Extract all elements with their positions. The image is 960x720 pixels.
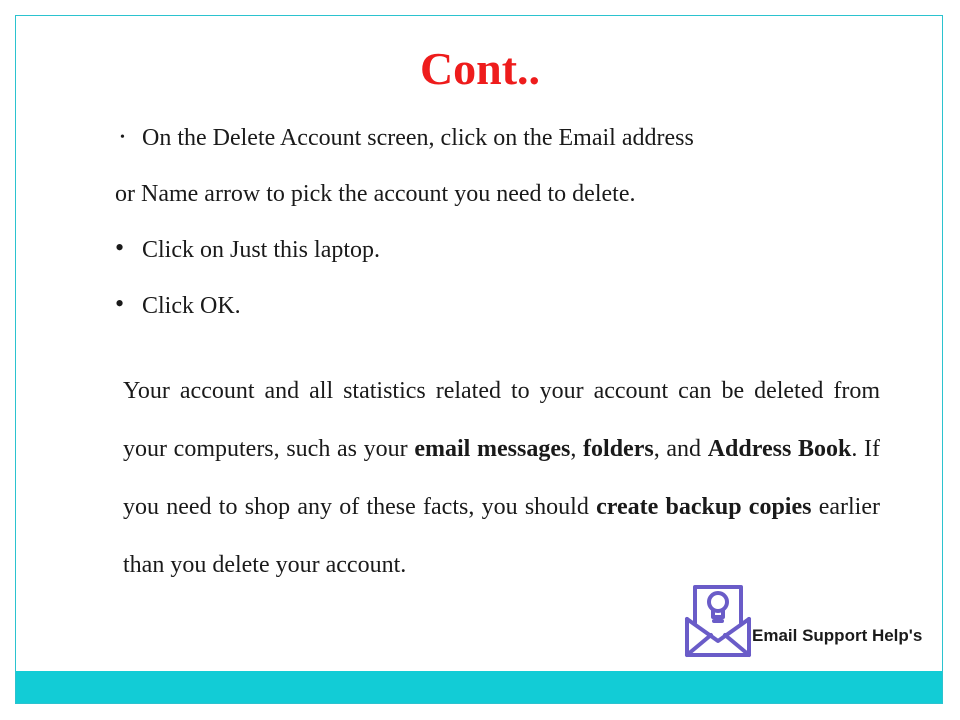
bullet-list bbox=[115, 110, 885, 334]
paragraph-text: , and bbox=[653, 436, 708, 462]
bullet-dot: • bbox=[115, 233, 125, 262]
bullet-text: Click on Just this laptop. bbox=[142, 237, 381, 263]
paragraph-bold-text: email messages bbox=[414, 436, 571, 462]
paragraph-bold-text: create backup copies bbox=[596, 494, 812, 520]
bottom-accent-bar bbox=[16, 671, 942, 703]
bullet-dot: • bbox=[120, 130, 125, 145]
brand-logo bbox=[681, 583, 936, 661]
brand-name: Email Support Help's bbox=[752, 626, 923, 645]
paragraph-bold-text: Address Book bbox=[707, 436, 852, 462]
bullet-text: Click OK. bbox=[142, 293, 241, 319]
bullet-text: On the Delete Account screen, click on the Email address bbox=[142, 125, 694, 151]
paragraph-text: , bbox=[570, 436, 584, 462]
bullet-item-3 bbox=[115, 278, 885, 334]
bullet-dot: • bbox=[115, 289, 125, 318]
paragraph-text: earlier than you delete your account. bbox=[123, 494, 880, 578]
bullet-item-1 bbox=[115, 110, 885, 166]
body-paragraph bbox=[123, 362, 880, 594]
bullet-item-2 bbox=[115, 222, 885, 278]
envelope-lightbulb-icon bbox=[681, 583, 755, 661]
paragraph-bold-text: folders bbox=[583, 436, 654, 462]
bullet-item-1-continuation: or Name arrow to pick the account you need to delete. bbox=[115, 181, 636, 207]
slide-title: Cont.. bbox=[419, 43, 541, 94]
paragraph-text: Your account and all statistics related to your account can be deleted from your computers, such as your bbox=[123, 378, 880, 462]
paragraph-text: . If you need to shop any of these facts, you should bbox=[123, 436, 881, 520]
